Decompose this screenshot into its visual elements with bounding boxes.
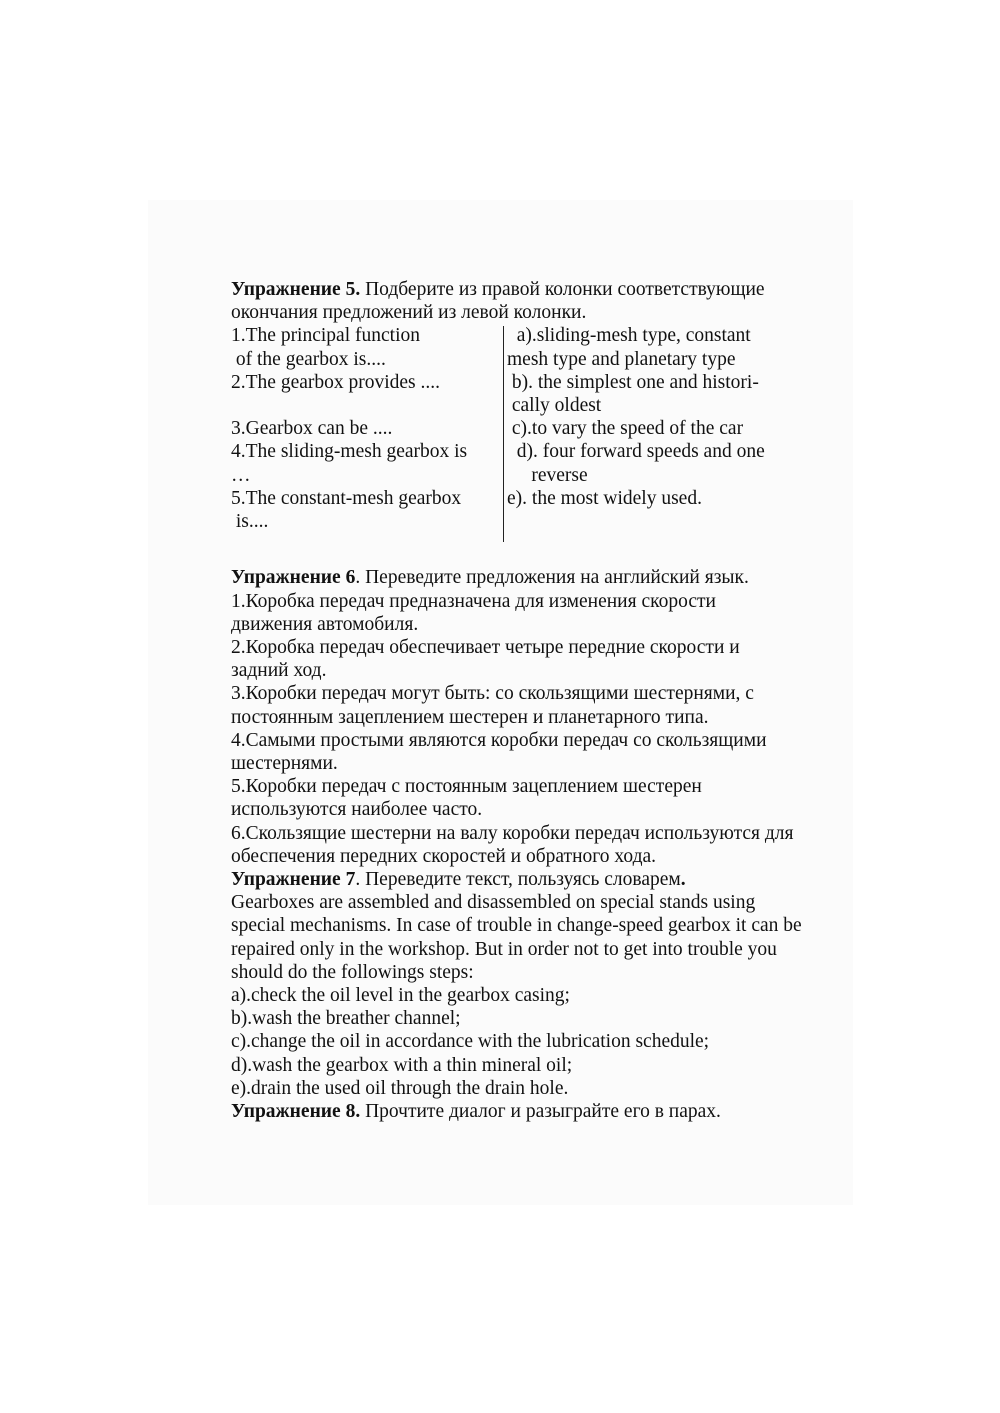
ex7-line: special mechanisms. In case of trouble in change-speed gearbox it can be bbox=[231, 915, 802, 937]
right-line: b). the simplest one and histori- bbox=[507, 371, 759, 393]
ex6-line: 5.Коробки передач с постоянным зацеплением шестерен bbox=[231, 776, 702, 798]
right-line: e). the most widely used. bbox=[507, 487, 702, 509]
left-line: 2.The gearbox provides .... bbox=[231, 371, 441, 393]
ex6-line: движения автомобиля. bbox=[231, 613, 419, 635]
right-line: mesh type and planetary type bbox=[507, 348, 736, 370]
ex7-instruction-end: . bbox=[680, 869, 686, 891]
right-line: a).sliding-mesh type, constant bbox=[507, 325, 751, 347]
right-line: c).to vary the speed of the car bbox=[507, 418, 744, 440]
ex5-instruction-cont: окончания предложений из левой колонки. bbox=[231, 302, 587, 324]
ex6-line: обеспечения передних скоростей и обратного хода. bbox=[231, 845, 657, 867]
ex6-line: 3.Коробки передач могут быть: со скользящими шестернями, с bbox=[231, 683, 754, 705]
left-line: 4.The sliding-mesh gearbox is bbox=[231, 441, 468, 463]
ex5-instruction: Подберите из правой колонки соответствующие bbox=[360, 279, 765, 300]
ex7-heading bbox=[231, 868, 831, 891]
ex7-line: repaired only in the workshop. But in order not to get into trouble you bbox=[231, 938, 777, 960]
ex7-instruction: . Переведите текст, пользуясь словарем bbox=[355, 869, 681, 891]
ex6-line: 6.Скользящие шестерни на валу коробки передач используются для bbox=[231, 822, 794, 844]
ex8-heading bbox=[231, 1100, 831, 1123]
right-line: d). four forward speeds and one bbox=[507, 441, 765, 463]
ex7-line: c).change the oil in accordance with the lubrication schedule; bbox=[231, 1031, 710, 1053]
right-line bbox=[507, 510, 837, 533]
ex7-line: b).wash the breather channel; bbox=[231, 1008, 461, 1030]
ex7-line: should do the followings steps: bbox=[231, 961, 474, 983]
ex6-line: постоянным зацеплением шестерен и планетарного типа. bbox=[231, 706, 709, 728]
left-line: 5.The constant-mesh gearbox bbox=[231, 487, 462, 509]
ex6-line: 2.Коробка передач обеспечивает четыре передние скорости и bbox=[231, 637, 740, 659]
right-column bbox=[507, 324, 837, 533]
left-line bbox=[231, 394, 501, 417]
ex6-instruction: . Переведите предложения на английский язык. bbox=[355, 567, 749, 589]
ex7-label: Упражнение 7 bbox=[231, 869, 356, 891]
section-gap bbox=[231, 546, 831, 566]
ex7-line: Gearboxes are assembled and disassembled on special stands using bbox=[231, 892, 756, 914]
left-line: 3.Gearbox can be .... bbox=[231, 418, 393, 440]
ex8-instruction: Прочтите диалог и разыграйте его в парах. bbox=[360, 1101, 721, 1123]
right-line: cally oldest bbox=[507, 395, 602, 417]
ex6-line: шестернями. bbox=[231, 753, 338, 775]
ex6-label: Упражнение 6 bbox=[231, 567, 356, 589]
ex7-line: d).wash the gearbox with a thin mineral oil; bbox=[231, 1054, 573, 1076]
ex6-line: 4.Самыми простыми являются коробки передач со скользящими bbox=[231, 729, 767, 751]
matching-table bbox=[231, 324, 831, 546]
ex6-line: 1.Коробка передач предназначена для изменения скорости bbox=[231, 590, 716, 612]
ex5-label: Упражнение 5. bbox=[231, 279, 361, 300]
left-line: of the gearbox is.... bbox=[231, 348, 386, 370]
ex6-heading bbox=[231, 566, 831, 589]
ex7-line: e).drain the used oil through the drain hole. bbox=[231, 1077, 569, 1099]
ex6-line: задний ход. bbox=[231, 660, 327, 682]
left-line: … bbox=[231, 464, 251, 486]
left-line: is.... bbox=[231, 511, 269, 533]
ex8-label: Упражнение 8. bbox=[231, 1101, 361, 1123]
left-column bbox=[231, 324, 501, 533]
left-line: 1.The principal function bbox=[231, 325, 420, 347]
right-line: reverse bbox=[507, 464, 588, 486]
ex5-heading bbox=[231, 278, 831, 301]
ex7-line: a).check the oil level in the gearbox casing; bbox=[231, 985, 570, 1007]
column-divider bbox=[503, 326, 504, 542]
worksheet-page bbox=[231, 278, 831, 1123]
ex6-line: используются наиболее часто. bbox=[231, 799, 483, 821]
